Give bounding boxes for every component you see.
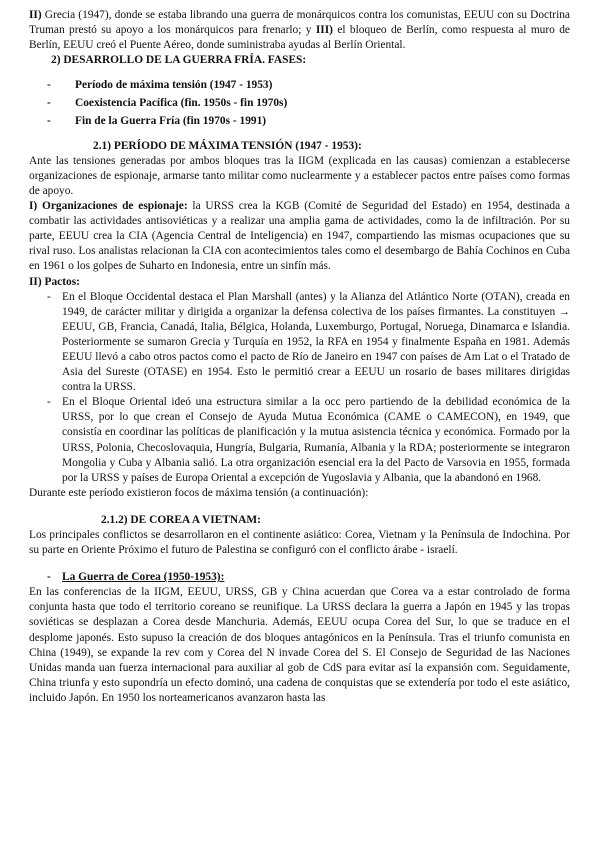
section-2-1-intro: Ante las tensiones generadas por ambos bloques tras la IIGM (explicada en las causas) comienzan a establecerse organizaciones de espionaje, armarse tanto militar como nuclearmente y a establecer pactos entre países como formas de apoyo. bbox=[29, 154, 570, 197]
espionaje-text: la URSS crea la KGB (Comité de Seguridad del Estado) en 1954, destinada a combatir las actividades antisoviéticas y a realizar una amplia gama de actividades, como la de infiltración. Por su parte, EEUU crea la CIA (Agencia Central de Inteligencia) en 1947, compartiendo las mismas ocupaciones que su rival ruso. Los analistas relacionan la CIA con acontecimientos tales como el desembargo de Bahía Cochinos en Cuba en 1961 o los golpes de Suharto en Indonesia, entre un sinfín más. bbox=[29, 200, 570, 273]
corea-paragraph: En las conferencias de la IIGM, EEUU, URSS, GB y China acuerdan que Corea va a estar controlado de forma conjunta hasta que todo el territorio coreano se reunifique. La URSS declara la guerra a Japón en 1945 y las tropas soviéticas se desplazan a Corea desde Manchuria. Además, EEUU ocupa Corea del Sur, lo que se traduce en el desplome japonés. Esto supuso la creación de dos bloques antagónicos en la Península. Tras el triunfo comunista en China (1949), se expande la rev com y Corea del N invade Corea del S. El Consejo de Seguridad de las Naciones Unidas manda uan fuerza internacional para auxiliar al gob de CdS para evitar así la expansión com. Seguidamente, China triunfa y esto supondría un efecto dominó, una cadena de conquistas que se extendería por todo el este asiático, incluido Japón. En 1950 los norteamericanos avanzaron hasta las bbox=[29, 586, 570, 704]
pactos-list bbox=[29, 290, 570, 486]
section-2-1-2-text: Los principales conflictos se desarrollaron en el continente asiático: Corea, Vietnam y la Península de Indochina. Por su parte en Oriente Próximo el futuro de Palestina se configuró con el conflicto árabe - israelí. bbox=[29, 529, 570, 557]
section-2-1-heading: 2.1) PERÍODO DE MÁXIMA TENSIÓN (1947 - 1953): bbox=[93, 139, 362, 152]
phase-item: - Período de máxima tensión (1947 - 1953) bbox=[29, 78, 570, 93]
phases-list bbox=[29, 78, 570, 128]
pactos-label: II) Pactos: bbox=[29, 275, 80, 288]
section-2-heading: 2) DESARROLLO DE LA GUERRA FRÍA. FASES: bbox=[51, 54, 307, 67]
corea-heading-list bbox=[29, 570, 570, 585]
label-ii: II) bbox=[29, 9, 42, 21]
espionaje-paragraph bbox=[29, 199, 570, 274]
intro-text-iii: el bloqueo de Berlín, como respuesta al muro de Berlín, EEUU creó el Puente Aéreo, donde suministraba ayudas al Berlín Oriental. bbox=[29, 24, 570, 52]
pacto-item-occidental: - En el Bloque Occidental destaca el Plan Marshall (antes) y la Alianza del Atlántico Norte (OTAN), creada en 1949, de carácter militar y dirigida a organizar la defensa colectiva de los países firmantes. La constituyen → EEUU, GB, Francia, Canadá, Italia, Bélgica, Holanda, Luxemburgo, Portugal, Noruega, Dinamarca e Islandia. Posteriormente se sumaron Grecia y Turquía en 1952, la RFA en 1954 y finalmente España en 1981. Además EEUU llevó a cabo otros pactos como el pacto de Río de Janeiro en 1947 con países de Am Lat o el Tratado de Asia del Sureste (OTASE) en 1954. Esto le permitió crear a EEUU un rosario de bases militares dirigidas contra la URSS. bbox=[29, 290, 570, 396]
phase-item: - Fin de la Guerra Fría (fin 1970s - 1991) bbox=[29, 114, 570, 129]
intro-text-ii: Grecia (1947), donde se estaba librando una guerra de monárquicos contra los comunistas, EEUU con su Doctrina Truman prestó su apoyo a los monárquicos para frenarlo; y bbox=[29, 9, 570, 37]
intro-paragraph bbox=[29, 8, 570, 53]
phase-item: - Coexistencia Pacífica (fin. 1950s - fin 1970s) bbox=[29, 96, 570, 111]
section-2-1-2-heading: 2.1.2) DE COREA A VIETNAM: bbox=[101, 513, 261, 526]
focos-paragraph: Durante este período existieron focos de máxima tensión (a continuación): bbox=[29, 486, 369, 499]
label-iii: III) bbox=[315, 24, 333, 37]
espionaje-label: I) Organizaciones de espionaje: bbox=[29, 200, 188, 213]
corea-heading: - La Guerra de Corea (1950-1953): bbox=[29, 570, 570, 585]
pacto-item-oriental: - En el Bloque Oriental ideó una estructura similar a la occ pero partiendo de la debilidad económica de la URSS, por lo que crean el Consejo de Ayuda Mutua Económica (CAME o CAMECON), en 1949, que consistía en coordinar las políticas de planificación y la mutua asistencia técnica y económica. Formado por la URSS, Polonia, Checoslovaquia, Hungría, Bulgaria, Rumanía, Albania y la RDA; posteriormente se integraron Mongolia y Cuba y Albania salió. La otra organización esencial era la del Pacto de Varsovia en 1955, formada por la URSS y países de Europa Oriental a excepción de Yugoslavia y Albania, que la abandonó en 1968. bbox=[29, 395, 570, 486]
